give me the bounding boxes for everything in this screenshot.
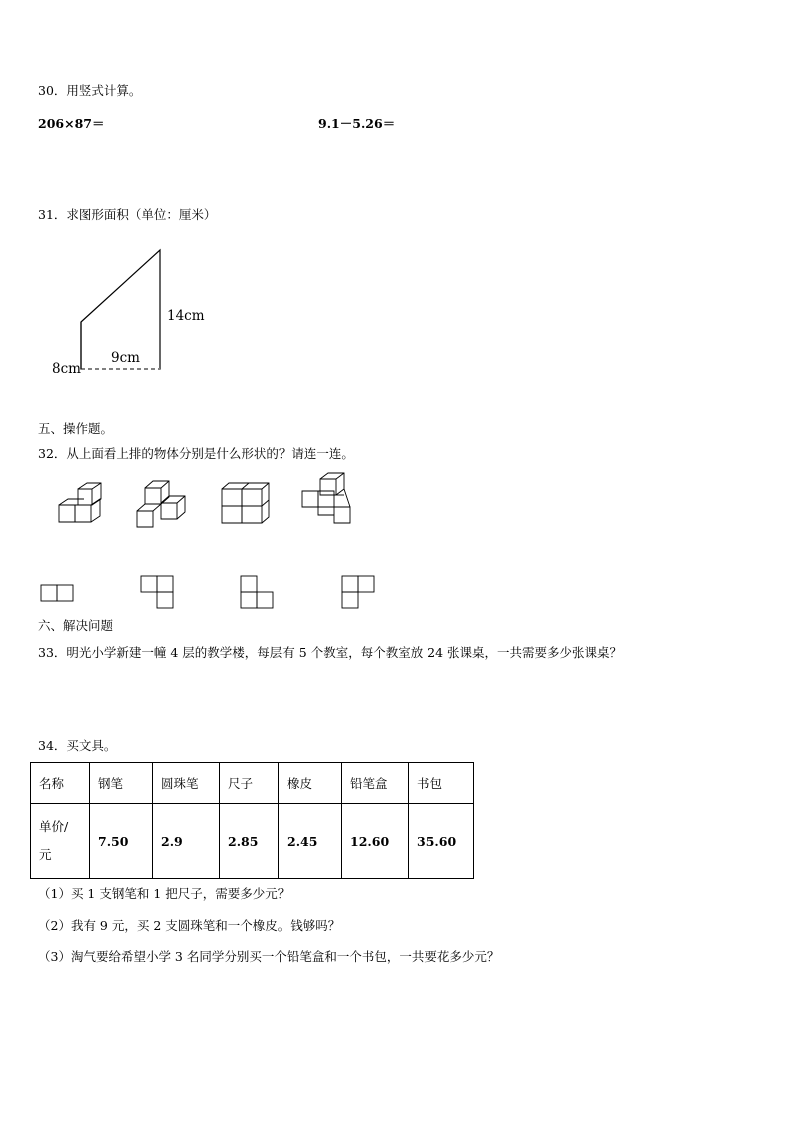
q31-label-9cm: 9cm xyxy=(111,350,140,366)
top-view-shape-1 xyxy=(41,585,73,601)
table-header-cell: 圆珠笔 xyxy=(153,763,220,804)
price-cell: 2.85 xyxy=(220,804,279,879)
table-header-cell: 钢笔 xyxy=(90,763,153,804)
q31-title: 31．求图形面积（单位：厘米） xyxy=(38,207,217,222)
price-cell: 12.60 xyxy=(342,804,409,879)
q34-title: 34．买文具。 xyxy=(38,738,117,753)
top-view-shape-3 xyxy=(241,576,273,608)
q30-expression-1: 206×87＝ xyxy=(38,116,105,131)
price-cell: 2.9 xyxy=(153,804,220,879)
price-cell: 35.60 xyxy=(409,804,474,879)
table-header-cell: 尺子 xyxy=(220,763,279,804)
price-cell: 7.50 xyxy=(90,804,153,879)
table-header-cell: 书包 xyxy=(409,763,474,804)
q34-sub-question-1: （1）买 1 支钢笔和 1 把尺子，需要多少元？ xyxy=(38,886,291,901)
q30-expression-2: 9.1－5.26＝ xyxy=(318,116,396,131)
q34-sub-question-2: （2）我有 9 元，买 2 支圆珠笔和一个橡皮。钱够吗？ xyxy=(38,918,341,933)
q32-title: 32．从上面看上排的物体分别是什么形状的？请连一连。 xyxy=(38,446,354,461)
top-view-shape-2 xyxy=(141,576,173,608)
top-view-shape-4 xyxy=(342,576,374,608)
table-header-cell: 名称 xyxy=(31,763,90,804)
table-header-cell: 铅笔盒 xyxy=(342,763,409,804)
price-cell: 2.45 xyxy=(279,804,342,879)
q34-sub-question-3: （3）淘气要给希望小学 3 名同学分别买一个铅笔盒和一个书包，一共要花多少元？ xyxy=(38,949,500,964)
table-header-row xyxy=(31,763,474,804)
q30-title: 30．用竖式计算。 xyxy=(38,83,142,98)
table-row xyxy=(31,804,474,879)
row-label-cell xyxy=(31,804,90,879)
q33-title: 33．明光小学新建一幢 4 层的教学楼，每层有 5 个教室，每个教室放 24 张课桌，一共需要多少张课桌？ xyxy=(38,645,623,660)
q31-label-14cm: 14cm xyxy=(167,308,205,324)
q34-price-table xyxy=(30,762,474,879)
table-header-cell: 橡皮 xyxy=(279,763,342,804)
row-label-line-1: 单价/ xyxy=(39,819,69,834)
section-6-heading: 六、解决问题 xyxy=(38,618,114,633)
row-label-line-2: 元 xyxy=(39,847,52,862)
section-5-heading: 五、操作题。 xyxy=(38,421,114,436)
q31-label-8cm: 8cm xyxy=(52,361,81,377)
